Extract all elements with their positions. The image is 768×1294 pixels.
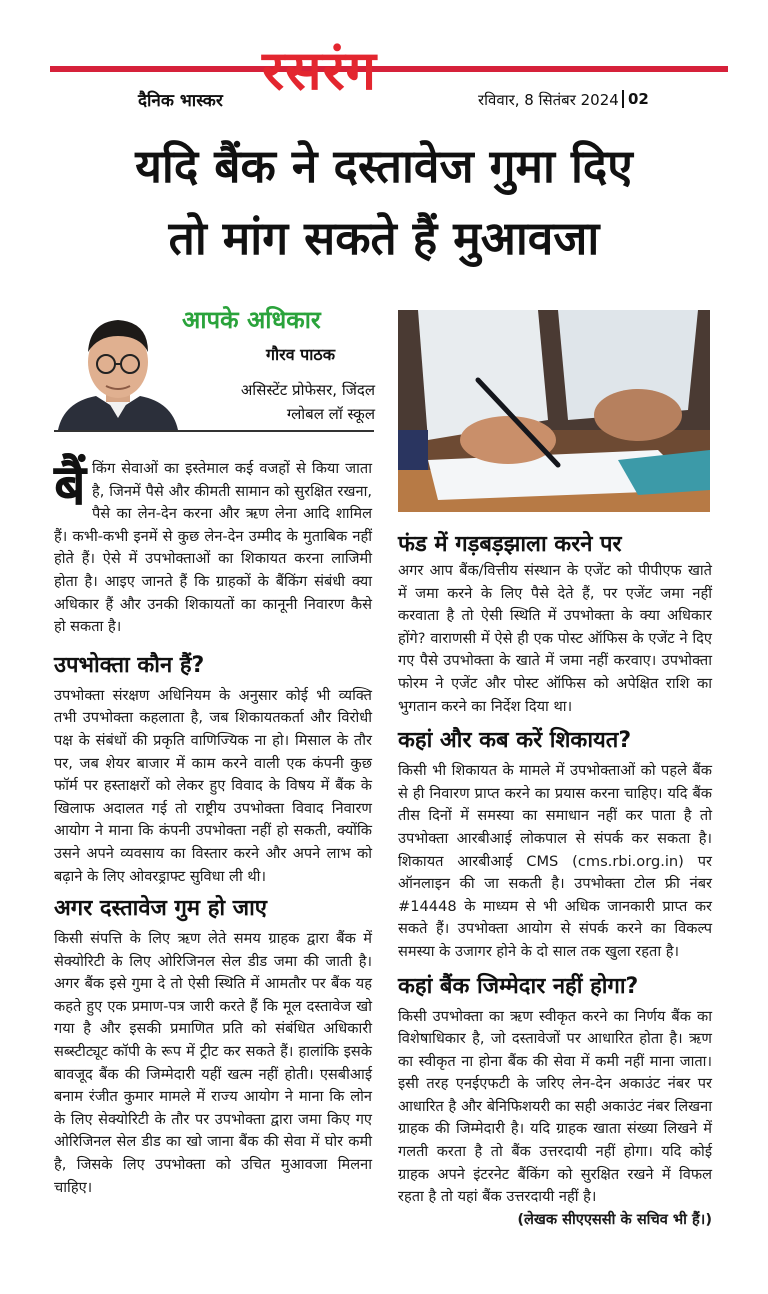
section-body-bank-not-liable: किसी उपभोक्ता का ऋण स्वीकृत करने का निर्णय बैंक का विशेषाधिकार है, जो दस्तावेजों पर आधारित होता है। ऋण का स्वीकृत ना होना बैंक की सेवा में कमी नहीं माना जाता। इसी तरह एनईएफटी के जरिए लेन-देन अकाउंट नंबर पर आधारित है और बेनिफिशयरी का सही अकाउंट नंबर लिखना ग्राहक की जिम्मेदारी है। यदि ग्राहक खाता संख्या लिखने में गलती करता है तो बैंक उत्तरदायी नहीं होगा। यदि कोई ग्राहक अपने इंटरनेट बैंकिंग को सुरक्षित रखने में विफल रहता है तो यहां बैंक उत्तरदायी नहीं है।	[398, 1007, 712, 1206]
headline	[30, 130, 738, 274]
intro-paragraph	[54, 453, 372, 639]
author-portrait	[54, 306, 182, 430]
section-heading-lost-documents: अगर दस्तावेज गुम हो जाए	[54, 896, 267, 922]
right-column	[398, 530, 712, 1231]
masthead-rule	[50, 66, 728, 72]
section-heading-consumer: उपभोक्ता कौन हैं?	[54, 652, 205, 678]
section-heading-fund-fraud: फंड में गड़बड़झाला करने पर	[398, 532, 622, 557]
section-heading-bank-not-liable: कहां बैंक जिम्मेदार नहीं होगा?	[398, 973, 639, 999]
author-credit: (लेखक सीएएससी के सचिव भी हैं।)	[517, 1210, 712, 1228]
designation-line-2: ग्लोबल लॉ स्कूल	[286, 405, 375, 423]
page-number: 02	[622, 90, 649, 108]
headline-line-2: तो मांग सकते हैं मुआवजा	[168, 211, 600, 265]
section-heading-where-complain: कहां और कब करें शिकायत?	[398, 728, 632, 754]
dateline: रविवार, 8 सितंबर 2024	[478, 91, 619, 109]
intro-text: किंग सेवाओं का इस्तेमाल कई वजहों से किया जाता है, जिनमें पैसे और कीमती सामान को सुरक्षित रखना, पैसे का लेन-देन करना और ऋण लेना आदि शामिल हैं। कभी-कभी इनमें से कुछ लेन-देन उम्मीद के मुताबिक नहीं होते हैं। ऐसे में उपभोक्ताओं का शिकायत करना लाजिमी होता है। आइए जानते हैं कि ग्राहकों के बैंकिंग संबंधी क्या अधिकार हैं और उनकी शिकायतों का कानूनी निवारण कैसे हो सकता है।	[54, 460, 372, 636]
signing-document-photo	[398, 310, 710, 512]
section-body-fund-fraud: अगर आप बैंक/वित्तीय संस्थान के एजेंट को पीपीएफ खाते में जमा करने के लिए पैसे देते हैं, पर एजेंट जमा नहीं करवाता है तो ऐसी स्थिति में उपभोक्ता के क्या अधिकार होंगे? वाराणसी में ऐसे ही एक पोस्ट ऑफिस के एजेंट ने दिए गए पैसे उपभोक्ता के खाते में जमा नहीं करवाए। उपभोक्ता फोरम ने एजेंट और पोस्ट ऑफिस को अपेक्षित राशि का भुगतान करने का निर्देश दिया था।	[398, 562, 712, 715]
byline-divider	[54, 430, 374, 432]
section-body-lost-documents: किसी संपत्ति के लिए ऋण लेते समय ग्राहक द्वारा बैंक में सेक्योरिटी के लिए ओरिजिनल सेल डीड जमा की जाती है। अगर बैंक इसे गुमा दे तो ऐसी स्थिति में आमतौर पर बैंक यह कहते हुए एक प्रमाण-पत्र जारी करते हैं कि मूल दस्तावेज खो गया है और इसकी प्रमाणित प्रति को संबंधित अधिकारी सब्स्टीट्यूट कॉपी के रूप में ट्रीट कर सकते हैं। हालांकि इसके बावजूद बैंक की जिम्मेदारी यहीं खत्म नहीं होती। एसबीआई बनाम रंजीत कुमार मामले में राज्य आयोग ने माना कि लोन के लिए सेक्योरिटी के तौर पर उपभोक्ता द्वारा जमा किए गए ओरिजिनल सेल डीड का खो जाना बैंक की सेवा में घोर कमी है, जिसके लिए उपभोक्ता को उचित मुआवजा मिलना चाहिए।	[54, 930, 372, 1196]
supplement-logo: रसरंग	[262, 38, 378, 102]
section-body-where-complain: किसी भी शिकायत के मामले में उपभोक्ताओं को पहले बैंक से ही निवारण प्राप्त करने का प्रयास करना चाहिए। यदि बैंक तीस दिनों में समस्या का समाधान नहीं कर पाता है तो उपभोक्ता आरबीआई लोकपाल से संपर्क कर सकता है। शिकायत आरबीआई CMS (cms.rbi.org.in) पर ऑनलाइन की जा सकती है। उपभोक्ता टोल फ्री नंबर #14448 के माध्यम से भी अधिक जानकारी प्राप्त कर सकते हैं। उपभोक्ता आयोग से संपर्क करने का विकल्प समस्या के उजागर होने के दो साल तक खुला रहता है।	[398, 762, 712, 960]
column-label: आपके अधिकार	[182, 306, 321, 334]
author-name: गौरव पाठक	[266, 345, 335, 364]
section-body-consumer: उपभोक्ता संरक्षण अधिनियम के अनुसार कोई भी व्यक्ति तभी उपभोक्ता कहलाता है, जब शिकायतकर्ता और विरोधी पक्ष के संबंधों की प्रकृति वाणिज्यिक ना हो। मिसाल के तौर पर, जब शेयर बाजार में काम करने वाली एक कंपनी कुछ फॉर्म पर हस्ताक्षरों को लेकर हुए विवाद के विषय में बैंक के खिलाफ अदालत गई तो राष्ट्रीय उपभोक्ता विवाद निवारण आयोग ने माना कि कंपनी उपभोक्ता नहीं हो सकती, क्योंकि उसने अपने व्यवसाय का विस्तार करने और अपने लाभ को बढ़ाने के लिए ओवरड्राफ्ट सुविधा ली थी।	[54, 686, 372, 885]
left-column	[54, 453, 372, 1199]
headline-line-1: यदि बैंक ने दस्तावेज गुमा दिए	[135, 139, 633, 193]
drop-cap: बैं	[54, 453, 86, 518]
designation-line-1: असिस्टेंट प्रोफेसर, जिंदल	[240, 381, 375, 399]
brand-name: दैनिक भास्कर	[138, 91, 223, 111]
author-designation	[215, 378, 375, 426]
